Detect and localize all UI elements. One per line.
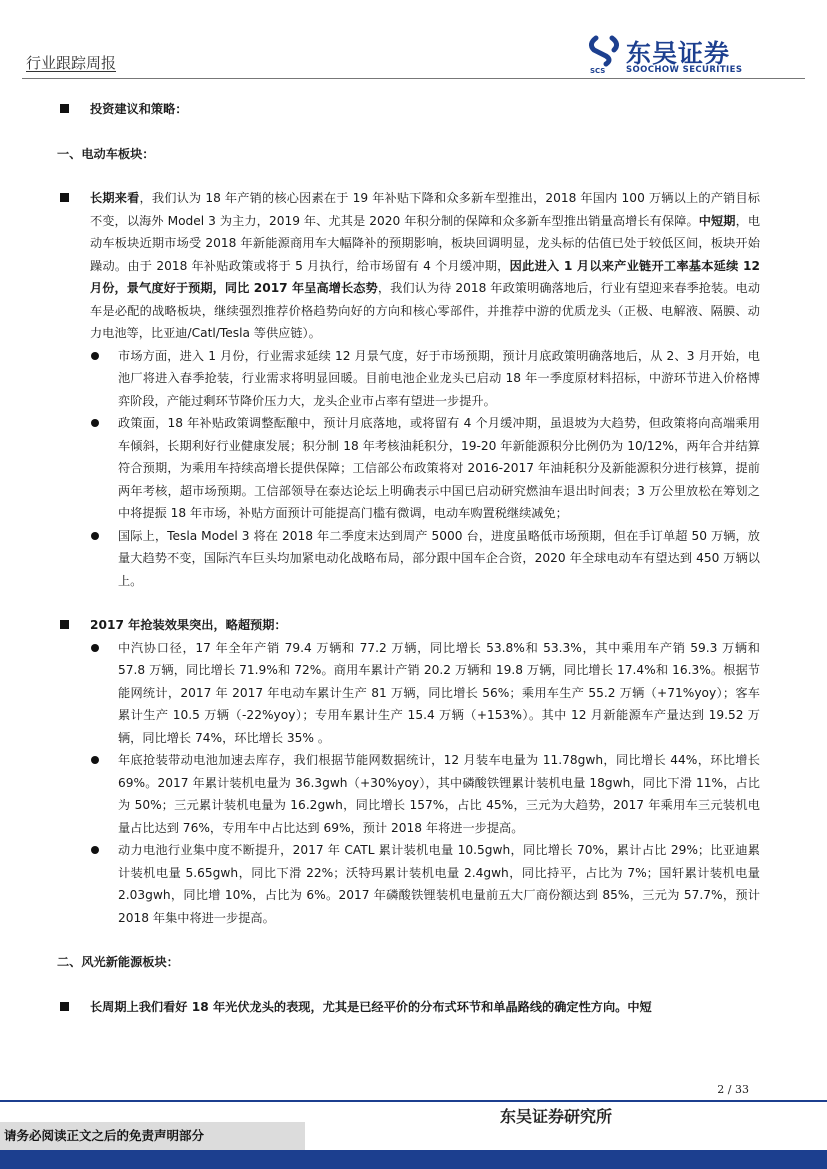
bullet-text: 中汽协口径，17 年全年产销 79.4 万辆和 77.2 万辆，同比增长 53.8%和 53.3%，其中乘用车产销 59.3 万辆和 57.8 万辆，同比增长 71.9%和 72%。商用车累计产销 20.2 万辆和 19.8 万辆，同比增长 17.4%和 16.3%。根据节能网统计，2017 年 2017 年电动车累计生产 81 万辆，同比增长 56%；乘用车生产 55.2 万辆（+71%yoy）；客车累计生产 10.5 万辆（-22%yoy）；专用车累计生产 15.4 万辆（+153%）。其中 12 月新能源车产量达到 19.52 万辆，同比增长 74%，环比增长 35% 。 bbox=[118, 640, 760, 745]
logo-mark-text: SCS bbox=[590, 67, 606, 74]
y2017-heading bbox=[60, 614, 760, 637]
wind-solar-heading: 二、风光新能源板块： bbox=[57, 955, 179, 969]
scs-logo-icon bbox=[586, 34, 622, 74]
soochow-logo bbox=[586, 34, 756, 78]
invest-heading bbox=[60, 98, 760, 121]
square-bullet-icon bbox=[60, 193, 69, 202]
recommendation-text: ，我们认为待 2018 年政策明确落地后，行业有望迎来春季抢装。电动车是必配的战略板块，继续强烈推荐价格趋势向好的方向和核心零部件，并推荐中游的优质龙头（正极、电解液、隔膜、动力电池等，比亚迪/Catl/Tesla 等供应链）。 bbox=[90, 281, 761, 340]
highlight-text: 因此进入 1 月以来产业链开工率基本延续 12 月份，景气度好于预期，同比 2017 年呈高增长态势 bbox=[90, 258, 760, 295]
ev-section-heading: 一、电动车板块： bbox=[57, 146, 155, 161]
wind-solar-text: 长周期上我们看好 18 年光伏龙头的表现，尤其是已经平价的分布式环节和单晶路线的确定性方向。中短 bbox=[90, 999, 652, 1014]
bullet-text: 政策面，18 年补贴政策调整酝酿中，预计月底落地，或将留有 4 个月缓冲期，虽退坡为大趋势，但政策将向高端乘用车倾斜，长期利好行业健康发展；积分制 18 年考核油耗积分，19-20 年新能源积分比例仍为 10/12%，两年合并结算符合预期，为乘用车持续高增长提供保障；工信部公布政策将对 2016-2017 年油耗积分及新能源积分进行核算，提前两年考核，超市场预期。工信部领导在泰达论坛上明确表示中国已启动研究燃油车退出时间表；3 万公里放松在筹划之中将提振 18 年市场，补贴方面预计可能提高门槛有微调，电动车购置税继续减免； bbox=[118, 416, 760, 520]
y2017-bullet-concentration bbox=[60, 839, 760, 929]
bullet-text: 年底抢装带动电池加速去库存，我们根据节能网数据统计，12 月装车电量为 11.78gwh，同比增长 44%，环比增长 69%。2017 年累计装机电量为 36.3gwh（+30%yoy），其中磷酸铁锂累计装机电量 18gwh，同比下滑 11%，占比为 50%；三元累计装机电量为 16.2gwh，同比增长 157%，占比 45%，三元为大趋势，2017 年乘用车三元装机电量占比达到 76%，专用车中占比达到 69%，预计 2018 年将进一步提高。 bbox=[118, 753, 760, 835]
logo-english-name: SOOCHOW SECURITIES bbox=[626, 65, 743, 75]
header-divider bbox=[22, 78, 805, 79]
disclaimer-text: 请务必阅读正文之后的免责声明部分 bbox=[4, 1128, 205, 1143]
page-number: 2 / 33 bbox=[717, 1083, 749, 1096]
logo-chinese-name: 东吴证券 bbox=[626, 39, 731, 68]
y2017-bullet-sales bbox=[60, 637, 760, 750]
report-type-title: 行业跟踪周报 bbox=[26, 54, 117, 72]
bullet-text: 市场方面，进入 1 月份，行业需求延续 12 月景气度，好于市场预期，预计月底政策明确落地后，从 2、3 月开始，电池厂将进入春季抢装，行业需求将明显回暖。目前电池企业龙头已启动 18 年一季度原材料招标，中游环节进入价格博弈阶段，产能过剩环节降价压力大，龙头企业市占率有望进一步提升。 bbox=[118, 348, 760, 408]
bullet-text: 国际上，Tesla Model 3 将在 2018 年二季度末达到周产 5000 台，进度虽略低市场预期，但在手订单超 50 万辆，放量大趋势不变，国际汽车巨头均加紧电动化战略布局，部分跟中国车企合资，2020 年全球电动车有望达到 450 万辆以上。 bbox=[118, 528, 760, 588]
round-bullet-icon bbox=[91, 352, 99, 360]
square-bullet-icon bbox=[60, 104, 69, 113]
ev-bullet-policy bbox=[60, 412, 760, 525]
bullet-text: 动力电池行业集中度不断提升，2017 年 CATL 累计装机电量 10.5gwh，同比增长 70%，累计占比 29%；比亚迪累计装机电量 5.65gwh，同比下滑 22%；沃特玛累计装机电量 2.4gwh，同比持平，占比为 7%；国轩累计装机电量 2.03gwh，同比增 10%，占比为 6%。2017 年磷酸铁锂装机电量前五大厂商份额达到 85%，三元为 57.7%，预计 2018 年集中将进一步提高。 bbox=[118, 843, 760, 925]
round-bullet-icon bbox=[91, 756, 99, 764]
footer-band bbox=[0, 1150, 827, 1169]
ev-bullet-market bbox=[60, 345, 760, 413]
y2017-bullet-battery bbox=[60, 749, 760, 839]
square-bullet-icon bbox=[60, 620, 69, 629]
wind-solar-paragraph bbox=[60, 996, 760, 1019]
round-bullet-icon bbox=[91, 846, 99, 854]
institute-name: 东吴证券研究所 bbox=[500, 1107, 613, 1126]
report-body bbox=[57, 98, 761, 1018]
round-bullet-icon bbox=[91, 532, 99, 540]
long-term-label: 长期来看 bbox=[90, 191, 140, 205]
y2017-heading-text: 2017 年抢装效果突出，略超预期： bbox=[90, 618, 287, 632]
round-bullet-icon bbox=[91, 644, 99, 652]
ev-bullet-international bbox=[60, 525, 760, 593]
mid-term-label: 中短期 bbox=[698, 213, 736, 228]
square-bullet-icon bbox=[60, 1002, 69, 1011]
ev-long-term-paragraph bbox=[60, 187, 760, 345]
long-term-text: ，我们认为 18 年产销的核心因素在于 19 年补贴下降和众多新车型推出，2018 年国内 100 万辆以上的产销目标不变，以海外 Model 3 为主力，2019 年、尤其是 2020 年积分制的保障和众多新车型推出销量高增长有保障。 bbox=[90, 191, 760, 228]
footer-divider bbox=[0, 1100, 827, 1102]
invest-heading-text: 投资建议和策略： bbox=[90, 102, 188, 116]
round-bullet-icon bbox=[91, 419, 99, 427]
mid-term-text: ，电动车板块近期市场受 2018 年新能源商用车大幅降补的预期影响，板块回调明显，龙头标的估值已处于较低区间，板块开始躁动。由于 2018 年补贴政策或将于 5 月执行，给市场留有 4 个月缓冲期， bbox=[90, 213, 761, 273]
